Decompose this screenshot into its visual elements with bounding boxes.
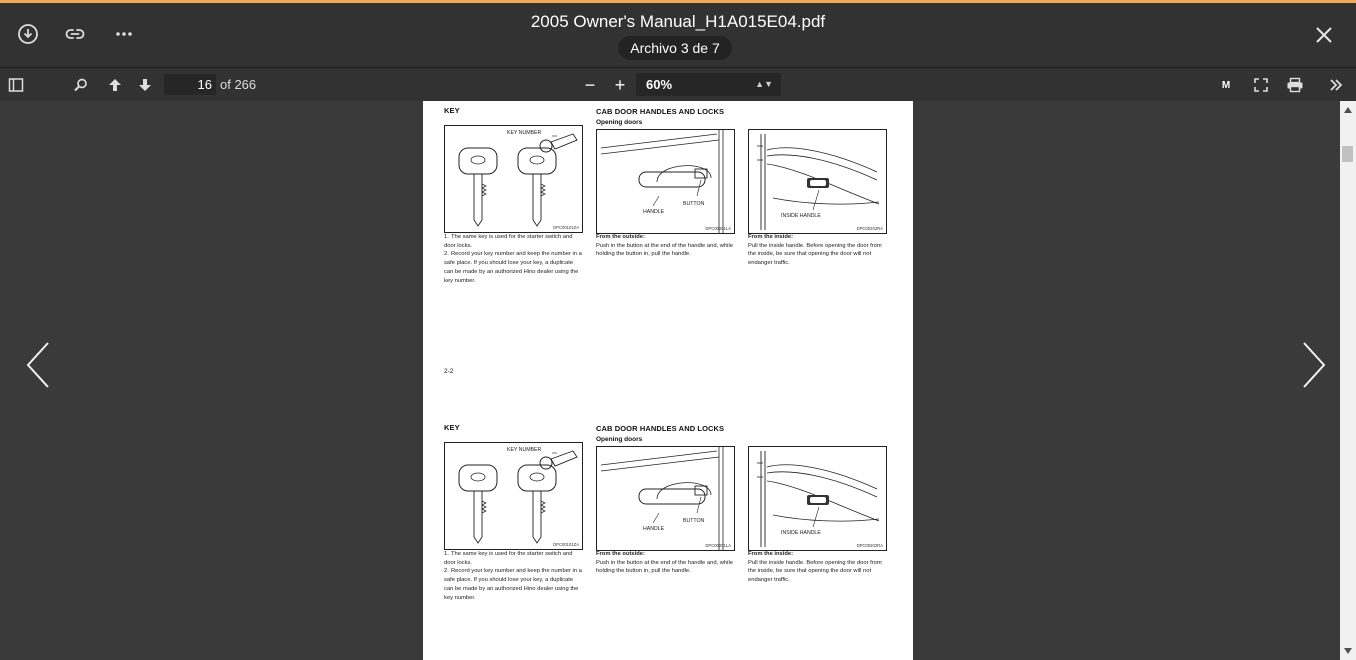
- search-icon[interactable]: [69, 73, 93, 97]
- key-figure: [444, 125, 583, 233]
- figure-code: DPC00201LA: [705, 226, 731, 231]
- key-number-label: KEY NUMBER: [507, 447, 542, 453]
- handle-label: HANDLE: [643, 526, 665, 532]
- key-figure: [444, 442, 583, 550]
- print-icon[interactable]: [1283, 73, 1307, 97]
- inside-handle-label: INSIDE HANDLE: [781, 213, 821, 219]
- zoom-value: 60%: [646, 77, 673, 92]
- outside-instructions: From the outside: Push in the button at the end of the handle and, while holding the button in, pull the handle.: [596, 234, 733, 258]
- figure-code: DPC00202RA: [856, 543, 883, 548]
- inside-handle-figure: [748, 129, 887, 234]
- section-heading-cab: CAB DOOR HANDLES AND LOCKS: [596, 107, 725, 116]
- outside-heading: From the outside:: [596, 234, 645, 240]
- pdf-toolbar: [0, 67, 1356, 102]
- sidebar-toggle-icon[interactable]: [4, 73, 28, 97]
- inside-handle-figure: [748, 446, 887, 551]
- inside-instructions: From the inside: Pull the inside handle. Before opening the door from the inside, be sure that opening the door will not endanger traffic.: [748, 234, 882, 267]
- chevron-updown-icon: ▲▼: [755, 79, 773, 89]
- inside-handle-label: INSIDE HANDLE: [781, 530, 821, 536]
- double-chevron-icon[interactable]: [1324, 73, 1348, 97]
- keys-illustration-icon: [445, 443, 582, 549]
- m-icon[interactable]: M: [1221, 79, 1231, 91]
- document-viewer[interactable]: [0, 101, 1340, 660]
- scroll-down-icon[interactable]: [1340, 644, 1356, 658]
- vertical-scrollbar[interactable]: [1340, 101, 1356, 660]
- figure-code: DPC00201LA: [705, 543, 731, 548]
- outside-heading: From the outside:: [596, 551, 645, 557]
- inside-instructions: From the inside: Pull the inside handle. Before opening the door from the inside, be sure that opening the door will not endanger traffic.: [748, 551, 882, 584]
- key-number-label: KEY NUMBER: [507, 130, 542, 136]
- pdf-page: [423, 101, 913, 660]
- title-bar: [0, 3, 1356, 67]
- page-total: of 266: [220, 77, 257, 92]
- section-heading-cab: CAB DOOR HANDLES AND LOCKS: [596, 424, 725, 433]
- door-handle-illustration-icon: [597, 447, 734, 550]
- close-icon[interactable]: [1309, 20, 1339, 50]
- subheading-opening: Opening doors: [596, 436, 643, 443]
- list-item: 1. The same key is used for the starter switch and door locks.: [444, 551, 573, 566]
- key-instructions: [444, 233, 582, 285]
- file-title: 2005 Owner's Manual_H1A015E04.pdf: [530, 12, 826, 31]
- outside-handle-figure: [596, 446, 735, 551]
- zoom-select[interactable]: [636, 73, 781, 96]
- handle-label: HANDLE: [643, 209, 665, 215]
- list-item: 1. The same key is used for the starter switch and door locks.: [444, 234, 573, 249]
- door-handle-illustration-icon: [597, 130, 734, 233]
- section-heading-key: KEY: [444, 106, 460, 115]
- previous-file-icon[interactable]: [24, 341, 54, 389]
- page-number-input[interactable]: [164, 74, 216, 95]
- next-file-icon[interactable]: [1298, 341, 1328, 389]
- keys-illustration-icon: [445, 126, 582, 232]
- section-heading-key: KEY: [444, 423, 460, 432]
- arrow-down-icon[interactable]: [133, 73, 157, 97]
- button-label: BUTTON: [683, 201, 705, 207]
- fullscreen-icon[interactable]: [1249, 73, 1273, 97]
- key-instructions: [444, 550, 582, 602]
- scrollbar-thumb[interactable]: [1342, 146, 1353, 162]
- figure-code: DPC00202RA: [856, 226, 883, 231]
- figure-code: DPC00101ZA: [553, 225, 579, 230]
- list-item: 2. Record your key number and keep the number in a safe place. If you should lose your key, a duplicate can be made by an authorized Hino dealer using the key number.: [444, 568, 582, 601]
- page-number: 2-2: [444, 368, 454, 375]
- arrow-up-icon[interactable]: [103, 73, 127, 97]
- zoom-in-button[interactable]: +: [614, 74, 626, 95]
- inside-heading: From the inside:: [748, 234, 794, 240]
- list-item: 2. Record your key number and keep the number in a safe place. If you should lose your key, a duplicate can be made by an authorized Hino dealer using the key number.: [444, 251, 582, 284]
- outside-handle-figure: [596, 129, 735, 234]
- inside-heading: From the inside:: [748, 551, 794, 557]
- subheading-opening: Opening doors: [596, 119, 643, 126]
- file-counter: Archivo 3 de 7: [618, 36, 732, 60]
- button-label: BUTTON: [683, 518, 705, 524]
- scroll-up-icon[interactable]: [1340, 103, 1356, 117]
- zoom-out-button[interactable]: −: [584, 74, 596, 95]
- figure-code: DPC00101ZA: [553, 542, 579, 547]
- outside-instructions: From the outside: Push in the button at the end of the handle and, while holding the button in, pull the handle.: [596, 551, 733, 575]
